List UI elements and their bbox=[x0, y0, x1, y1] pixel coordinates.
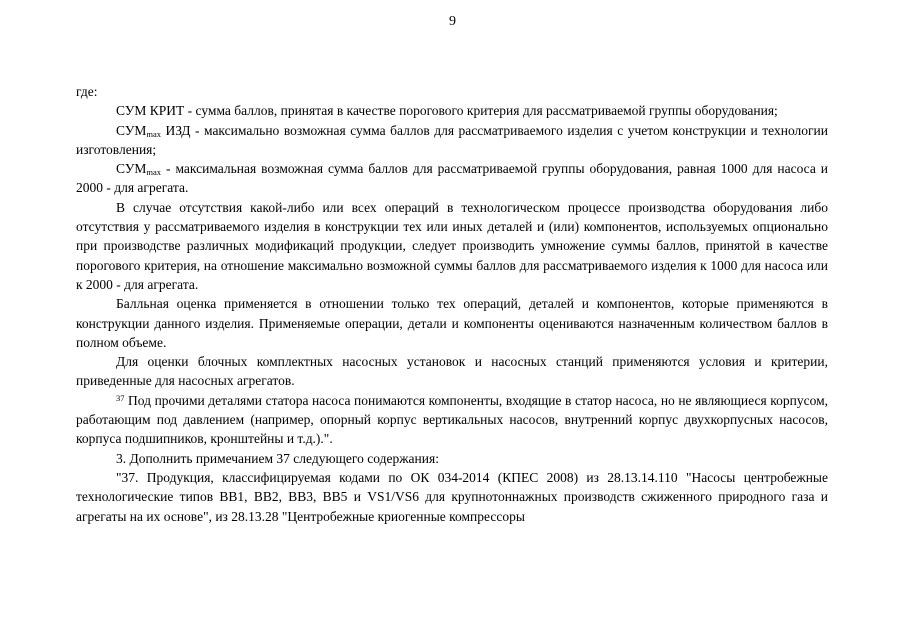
footnote-37-body: Под прочими деталями статора насоса понимаются компоненты, входящие в статор насоса, но не являющиеся корпусом, работающим под давлением (например, опорный корпус вертикальных насосов, внутренний корпус двухкорпусных насосов, корпуса подшипников, кронштейны и т.д.).". bbox=[76, 392, 828, 447]
term-sum-max-subscript: max bbox=[146, 167, 162, 178]
paragraph-absence: В случае отсутствия какой-либо или всех операций в технологическом процессе производства оборудования либо отсутствия у рассматриваемого изделия в конструкции тех или иных деталей и (или) компонентов, используемых опционально при производстве различных модификаций продукции, следует производить умножение суммы баллов, принятой в качестве порогового критерия, на отношение максимально возможной суммы баллов для рассматриваемого изделия к 1000 для насоса или к 2000 - для агрегата. bbox=[76, 199, 828, 292]
definition-sum-crit bbox=[76, 101, 828, 120]
term-sum-max-izd-subscript: max bbox=[146, 128, 162, 139]
page-number: 9 bbox=[449, 14, 456, 29]
item-3: 3. Дополнить примечанием 37 следующего содержания: bbox=[116, 450, 439, 466]
definition-sum-max-izd-body: - максимально возможная сумма баллов для рассматриваемого изделия с учетом конструкции и технологии изготовления; bbox=[76, 122, 828, 157]
definition-sum-max-body: - максимальная возможная сумма баллов для рассматриваемой группы оборудования, равная 1000 для насоса и 2000 - для агрегата. bbox=[76, 161, 828, 196]
paragraph-block-units: Для оценки блочных комплектных насосных установок и насосных станций применяются условия и критерии, приведенные для насосных агрегатов. bbox=[76, 354, 828, 389]
quote-note-37: "37. Продукция, классифицируемая кодами по ОК 034-2014 (КПЕС 2008) из 28.13.14.110 "Насосы центробежные технологические типов ВВ1, ВВ2, ВВ3, ВВ5 и VS1/VS6 для крупнотоннажных производств сжиженного природного газа и агрегаты на их основе", из 28.13.28 "Центробежные криогенные компрессоры bbox=[76, 469, 828, 524]
footnote-37-marker: 37 bbox=[116, 392, 125, 403]
term-sum-max-main: СУМ bbox=[116, 161, 147, 177]
term-sum-crit: СУМ КРИТ bbox=[116, 103, 185, 119]
document-body bbox=[76, 82, 828, 526]
term-sum-max-izd-main: СУМ bbox=[116, 122, 147, 138]
definition-sum-max-izd bbox=[76, 121, 828, 160]
paragraph-scoring: Балльная оценка применяется в отношении только тех операций, деталей и компонентов, которые применяются в конструкции данного изделия. Применяемые операции, детали и компоненты оцениваются назначенным количеством баллов в полном объеме. bbox=[76, 296, 828, 350]
footnote-37 bbox=[76, 391, 828, 449]
term-sum-max-izd-tail: ИЗД bbox=[161, 122, 191, 138]
definition-sum-max bbox=[76, 159, 828, 198]
where-label: где: bbox=[76, 84, 98, 99]
definition-sum-crit-body: - сумма баллов, принятая в качестве порогового критерия для рассматриваемой группы оборудования; bbox=[184, 103, 778, 119]
